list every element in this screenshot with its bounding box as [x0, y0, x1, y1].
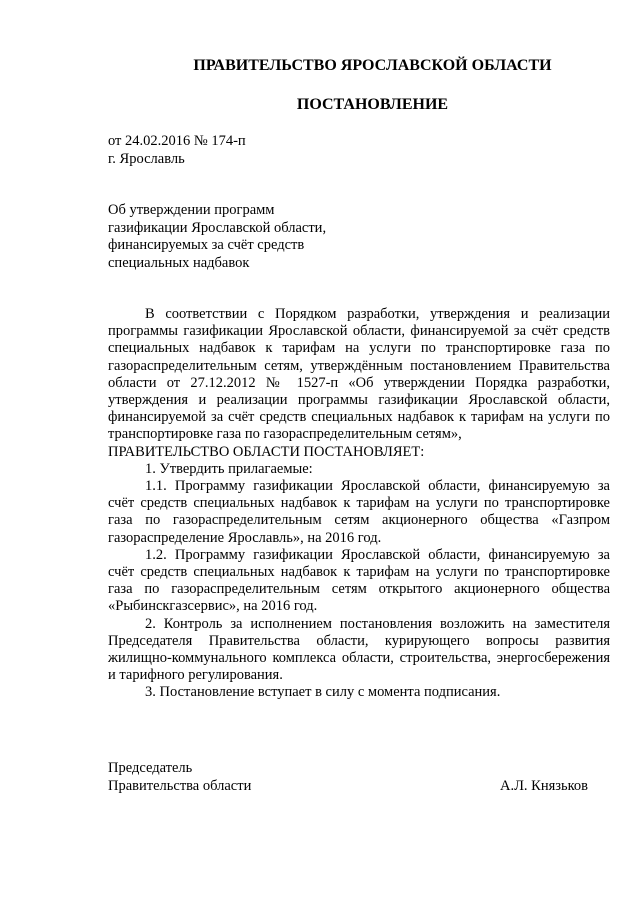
document-type-heading: ПОСТАНОВЛЕНИЕ — [296, 96, 449, 113]
document-meta — [108, 133, 246, 168]
item-1-1: 1.1. Программу газификации Ярославской области, финансируемую за счёт средств специальных надбавок к тарифам на услуги по транспортировке газа по газораспределительным сетям акционерного общества «Газпром газораспределение Ярославль», на 2016 год. — [108, 478, 610, 546]
item-2: 2. Контроль за исполнением постановления возложить на заместителя Председателя Правительства области, курирующего вопросы развития жилищно-коммунального комплекса области, строительства, энергосбережения и тарифного регулирования. — [108, 615, 610, 684]
subject-line: газификации Ярославской области, — [108, 219, 327, 236]
signatory-title-line2: Правительства области — [108, 777, 252, 794]
document-body — [108, 306, 610, 702]
subject-line: финансируемых за счёт средств — [108, 237, 305, 253]
subject-line: Об утверждении программ — [108, 202, 275, 218]
preamble-paragraph: В соответствии с Порядком разработки, утверждения и реализации программы газификации Ярославской области, финансируемой за счёт средств специальных надбавок к тарифам на услуги по транспортировке газа по газораспределительным сетям, утверждённым постановлением Правительства области от 27.12.2012 № 1527-п «Об утверждении Порядка разработки, утверждения и реализации программы газификации Ярославской области, финансируемой за счёт средств специальных надбавок к тарифам на услуги по транспортировке газа по газораспределительным сетям», — [108, 306, 610, 443]
item-1: 1. Утвердить прилагаемые: — [145, 460, 313, 477]
item-3: 3. Постановление вступает в силу с момента подписания. — [145, 684, 501, 701]
place: г. Ярославль — [108, 150, 185, 167]
date-number: от 24.02.2016 № 174-п — [108, 133, 246, 149]
signature-block — [108, 760, 588, 795]
subject-line: специальных надбавок — [108, 254, 250, 271]
document-subject — [108, 202, 326, 272]
organization-title: ПРАВИТЕЛЬСТВО ЯРОСЛАВСКОЙ ОБЛАСТИ — [193, 57, 552, 74]
signatory-title-line1: Председатель — [108, 760, 193, 776]
signatory-name: А.Л. Князьков — [499, 777, 588, 794]
item-1-2: 1.2. Программу газификации Ярославской области, финансируемую за счёт средств специальных надбавок к тарифам на услуги по транспортировке газа по газораспределительным сетям открытого акционерного общества «Рыбинскгазсервис», на 2016 год. — [108, 546, 610, 615]
decree-statement: ПРАВИТЕЛЬСТВО ОБЛАСТИ ПОСТАНОВЛЯЕТ: — [108, 443, 425, 460]
